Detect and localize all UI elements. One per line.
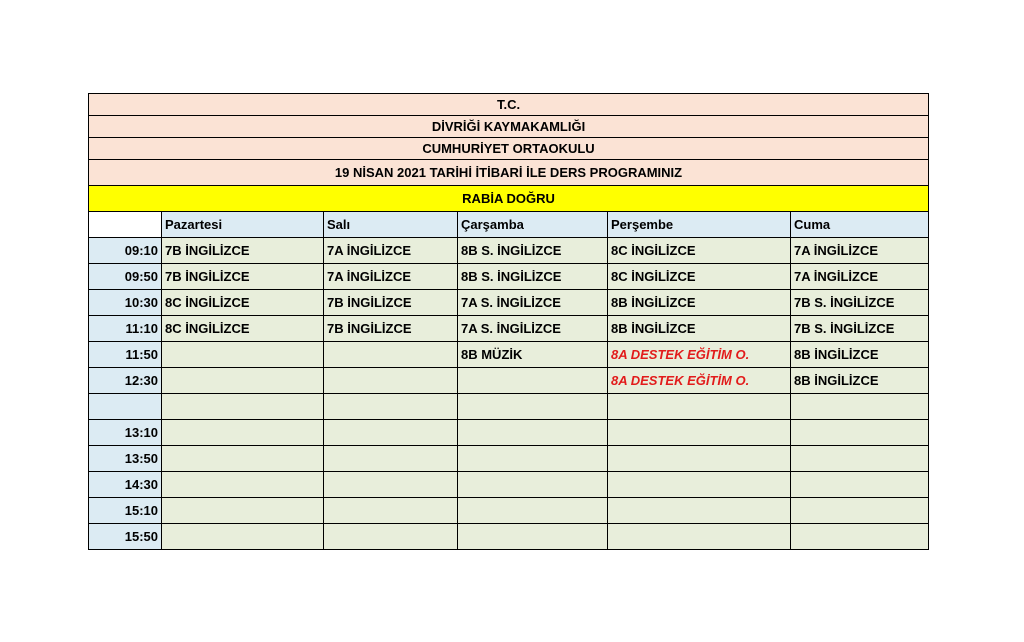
- time-cell: 13:10: [89, 420, 162, 446]
- corner-cell: [89, 212, 162, 238]
- lesson-cell: [162, 368, 324, 394]
- lesson-cell: 7B S. İNGİLİZCE: [791, 290, 929, 316]
- lesson-cell: [791, 524, 929, 550]
- lesson-cell: 7A İNGİLİZCE: [324, 238, 458, 264]
- lesson-cell: 8C İNGİLİZCE: [162, 290, 324, 316]
- lesson-cell: 8C İNGİLİZCE: [162, 316, 324, 342]
- lesson-cell: [791, 420, 929, 446]
- lesson-cell: [458, 524, 608, 550]
- lesson-cell: 7A S. İNGİLİZCE: [458, 316, 608, 342]
- lesson-cell: 8B S. İNGİLİZCE: [458, 238, 608, 264]
- table-row: [89, 446, 929, 472]
- lesson-cell: [162, 342, 324, 368]
- time-cell: 15:50: [89, 524, 162, 550]
- header-line-2: DİVRİĞİ KAYMAKAMLIĞI: [89, 116, 929, 138]
- schedule-table: [88, 93, 929, 550]
- lesson-cell: [162, 446, 324, 472]
- lesson-cell: [608, 498, 791, 524]
- lesson-cell: 8B İNGİLİZCE: [791, 368, 929, 394]
- lesson-cell: 8A DESTEK EĞİTİM O.: [608, 342, 791, 368]
- date-line: 19 NİSAN 2021 TARİHİ İTİBARİ İLE DERS PROGRAMINIZ: [89, 160, 929, 186]
- lesson-cell: 7B İNGİLİZCE: [162, 238, 324, 264]
- day-header: Çarşamba: [458, 212, 608, 238]
- day-header: Perşembe: [608, 212, 791, 238]
- lesson-cell: [791, 446, 929, 472]
- time-cell: 15:10: [89, 498, 162, 524]
- lesson-cell: 7B İNGİLİZCE: [324, 316, 458, 342]
- lesson-cell: [608, 524, 791, 550]
- lesson-cell: [791, 498, 929, 524]
- lesson-cell: [162, 524, 324, 550]
- table-row: [89, 290, 929, 316]
- lesson-cell: 7B İNGİLİZCE: [324, 290, 458, 316]
- day-header: Salı: [324, 212, 458, 238]
- table-row: [89, 316, 929, 342]
- lesson-cell: [162, 498, 324, 524]
- lesson-cell: 7B S. İNGİLİZCE: [791, 316, 929, 342]
- time-cell: 14:30: [89, 472, 162, 498]
- lesson-cell: [791, 472, 929, 498]
- lesson-cell: 8B İNGİLİZCE: [791, 342, 929, 368]
- time-cell: 09:10: [89, 238, 162, 264]
- lesson-cell: 8B İNGİLİZCE: [608, 290, 791, 316]
- lesson-cell: [458, 420, 608, 446]
- lesson-cell: 8B İNGİLİZCE: [608, 316, 791, 342]
- lesson-cell: 8A DESTEK EĞİTİM O.: [608, 368, 791, 394]
- table-row: [89, 498, 929, 524]
- lesson-cell: [162, 394, 324, 420]
- lesson-cell: [458, 498, 608, 524]
- lesson-cell: [324, 498, 458, 524]
- lesson-cell: 7A S. İNGİLİZCE: [458, 290, 608, 316]
- lesson-cell: 7B İNGİLİZCE: [162, 264, 324, 290]
- time-cell: 11:10: [89, 316, 162, 342]
- lesson-cell: [324, 342, 458, 368]
- lesson-cell: 8C İNGİLİZCE: [608, 264, 791, 290]
- time-cell: 13:50: [89, 446, 162, 472]
- header-line-1: T.C.: [89, 94, 929, 116]
- lesson-cell: 8B MÜZİK: [458, 342, 608, 368]
- lesson-cell: [458, 446, 608, 472]
- lesson-cell: [608, 446, 791, 472]
- time-cell: 09:50: [89, 264, 162, 290]
- time-cell: [89, 394, 162, 420]
- lesson-cell: [324, 420, 458, 446]
- lesson-cell: [458, 394, 608, 420]
- lesson-cell: [162, 472, 324, 498]
- lesson-cell: 7A İNGİLİZCE: [324, 264, 458, 290]
- lesson-cell: 7A İNGİLİZCE: [791, 238, 929, 264]
- day-header: Cuma: [791, 212, 929, 238]
- table-row: [89, 394, 929, 420]
- day-header-row: [89, 212, 929, 238]
- lesson-cell: [324, 394, 458, 420]
- lesson-cell: [458, 368, 608, 394]
- time-cell: 11:50: [89, 342, 162, 368]
- header-line-3: CUMHURİYET ORTAOKULU: [89, 138, 929, 160]
- lesson-cell: 8B S. İNGİLİZCE: [458, 264, 608, 290]
- lesson-cell: [162, 420, 324, 446]
- lesson-cell: [608, 420, 791, 446]
- teacher-name: RABİA DOĞRU: [89, 186, 929, 212]
- lesson-cell: [324, 524, 458, 550]
- lesson-cell: [324, 446, 458, 472]
- table-row: [89, 238, 929, 264]
- time-cell: 10:30: [89, 290, 162, 316]
- time-cell: 12:30: [89, 368, 162, 394]
- lesson-cell: [458, 472, 608, 498]
- day-header: Pazartesi: [162, 212, 324, 238]
- table-row: [89, 472, 929, 498]
- table-row: [89, 342, 929, 368]
- table-row: [89, 420, 929, 446]
- lesson-cell: 8C İNGİLİZCE: [608, 238, 791, 264]
- lesson-cell: [324, 472, 458, 498]
- table-row: [89, 524, 929, 550]
- lesson-cell: [324, 368, 458, 394]
- lesson-cell: 7A İNGİLİZCE: [791, 264, 929, 290]
- table-row: [89, 264, 929, 290]
- lesson-cell: [608, 472, 791, 498]
- table-row: [89, 368, 929, 394]
- lesson-cell: [791, 394, 929, 420]
- lesson-cell: [608, 394, 791, 420]
